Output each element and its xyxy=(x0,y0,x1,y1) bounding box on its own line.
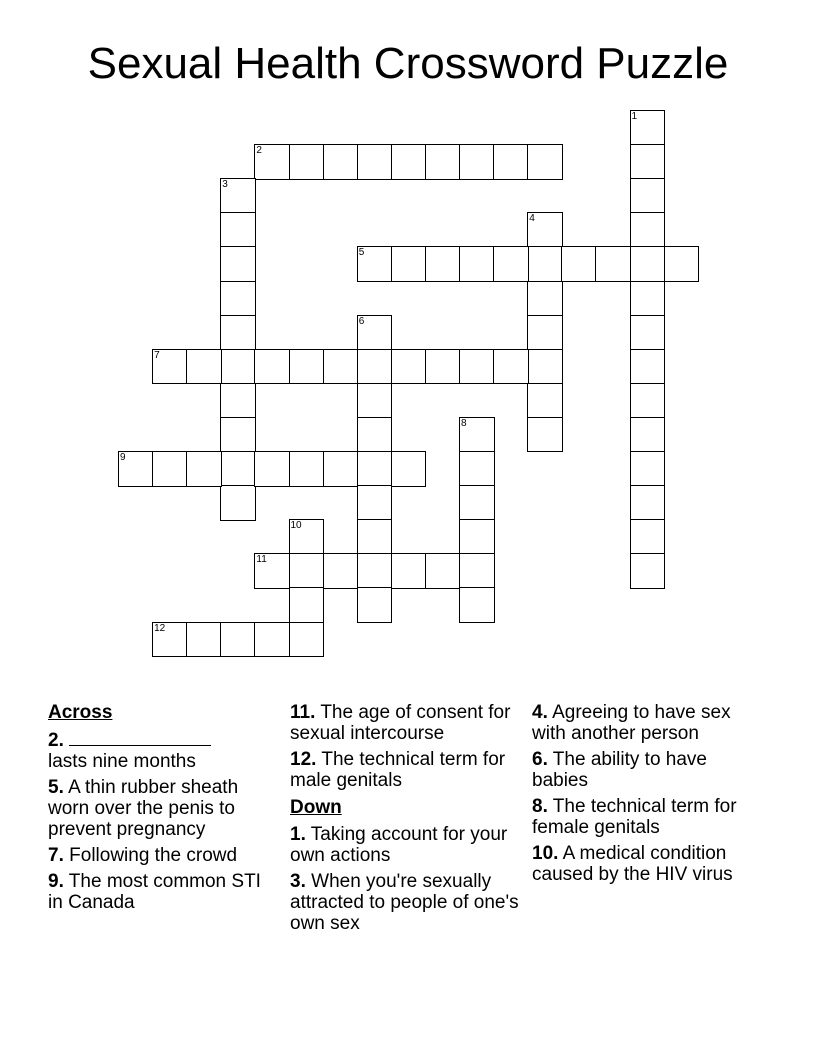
cell-number: 9 xyxy=(120,452,126,463)
clue-number: 6. xyxy=(532,749,548,770)
cell-number: 6 xyxy=(358,315,365,327)
grid-cell[interactable] xyxy=(664,246,700,282)
grid-cell[interactable] xyxy=(630,246,666,282)
grid-cell[interactable] xyxy=(630,178,666,214)
cell-number: 7 xyxy=(154,349,160,361)
answer-blank xyxy=(69,729,211,746)
grid-cell[interactable] xyxy=(391,349,427,385)
grid-cell[interactable] xyxy=(493,349,529,385)
clue-text: The technical term for female genitals xyxy=(532,796,737,838)
grid-cell[interactable] xyxy=(391,144,427,180)
grid-cell[interactable] xyxy=(357,383,393,419)
across-heading: Across xyxy=(48,702,113,723)
grid-cell[interactable] xyxy=(459,144,495,180)
grid-cell[interactable] xyxy=(152,349,188,385)
grid-cell[interactable] xyxy=(459,349,495,385)
grid-cell[interactable] xyxy=(289,553,325,589)
cell-number: 11 xyxy=(256,554,267,566)
grid-cell[interactable] xyxy=(357,519,393,555)
grid-cell[interactable] xyxy=(220,178,256,214)
grid-cell[interactable] xyxy=(357,587,393,623)
clue-text: A thin rubber sheath worn over the penis to prevent pregnancy xyxy=(48,777,239,840)
cell-number: 5 xyxy=(358,247,365,259)
grid-cell[interactable] xyxy=(595,246,631,282)
grid-cell[interactable] xyxy=(220,417,256,453)
clue-down-4 xyxy=(532,702,768,744)
clue-number: 3. xyxy=(290,871,306,892)
clue-number: 2. xyxy=(48,730,64,751)
clue-text: The ability to have babies xyxy=(532,749,707,791)
cell-number: 1 xyxy=(631,111,638,122)
clue-text: The age of consent for sexual intercourse xyxy=(290,702,511,744)
cell-number: 4 xyxy=(529,213,535,225)
clue-number: 12. xyxy=(290,749,317,770)
clues-column-2 xyxy=(290,702,522,939)
grid-cell[interactable] xyxy=(254,144,290,180)
grid-cell[interactable] xyxy=(630,519,666,555)
clue-text: When you're sexually attracted to people of one's own sex xyxy=(290,871,519,934)
grid-cell[interactable] xyxy=(220,622,256,658)
clue-number: 11. xyxy=(290,702,316,723)
grid-cell[interactable] xyxy=(630,281,666,317)
grid-cell[interactable] xyxy=(391,553,427,589)
grid-cell[interactable] xyxy=(220,315,256,351)
grid-cell[interactable] xyxy=(254,451,290,487)
grid-cell[interactable] xyxy=(527,349,563,385)
grid-cell[interactable] xyxy=(630,553,666,589)
clue-text: Following the crowd xyxy=(69,845,238,866)
grid-cell[interactable] xyxy=(323,451,359,487)
grid-cell[interactable] xyxy=(459,519,495,555)
clue-number: 5. xyxy=(48,777,64,798)
grid-cell[interactable] xyxy=(220,349,256,385)
clue-down-3 xyxy=(290,871,522,934)
cell-number: 3 xyxy=(222,179,228,191)
grid-cell[interactable] xyxy=(527,315,563,351)
grid-cell[interactable] xyxy=(493,144,529,180)
grid-cell[interactable] xyxy=(357,144,393,180)
grid-cell[interactable] xyxy=(186,349,222,385)
grid-cell[interactable] xyxy=(254,622,290,658)
page-title: Sexual Health Crossword Puzzle xyxy=(87,39,729,88)
grid-cell[interactable] xyxy=(220,383,256,419)
grid-cell[interactable] xyxy=(630,485,666,521)
grid-cell[interactable] xyxy=(527,246,563,282)
grid-cell[interactable] xyxy=(391,246,427,282)
grid-cell[interactable] xyxy=(630,144,666,180)
grid-cell[interactable] xyxy=(357,485,393,521)
grid-cell[interactable] xyxy=(220,451,256,487)
grid-cell[interactable] xyxy=(323,144,359,180)
cell-number: 8 xyxy=(461,417,467,429)
clue-across-2 xyxy=(48,729,268,772)
grid-cell[interactable] xyxy=(357,315,393,351)
clue-number: 7. xyxy=(48,845,64,866)
grid-cell[interactable] xyxy=(186,451,222,487)
grid-cell[interactable] xyxy=(357,349,393,385)
grid-cell[interactable] xyxy=(357,553,393,589)
clue-down-1 xyxy=(290,824,522,866)
grid-cell[interactable] xyxy=(630,349,666,385)
grid-cell[interactable] xyxy=(459,417,495,453)
grid-cell[interactable] xyxy=(391,451,427,487)
clue-text: Agreeing to have sex with another person xyxy=(532,702,731,744)
grid-cell[interactable] xyxy=(220,212,256,248)
grid-cell[interactable] xyxy=(459,553,495,589)
grid-cell[interactable] xyxy=(220,246,256,282)
grid-cell[interactable] xyxy=(186,622,222,658)
grid-cell[interactable] xyxy=(630,212,666,248)
grid-cell[interactable] xyxy=(254,349,290,385)
grid-cell[interactable] xyxy=(323,349,359,385)
clue-number: 10. xyxy=(532,843,559,864)
clue-number: 4. xyxy=(532,702,548,723)
grid-cell[interactable] xyxy=(357,451,393,487)
clue-number: 1. xyxy=(290,824,306,845)
grid-cell[interactable] xyxy=(425,144,461,180)
cell-number: 10 xyxy=(290,520,302,532)
grid-cell[interactable] xyxy=(289,519,325,555)
grid-cell[interactable] xyxy=(289,144,325,180)
grid-cell[interactable] xyxy=(425,246,461,282)
clue-down-10 xyxy=(532,843,768,885)
grid-cell[interactable] xyxy=(152,451,188,487)
clues-column-3 xyxy=(532,702,768,890)
clue-across-7 xyxy=(48,845,268,866)
clue-across-11 xyxy=(290,702,522,744)
clue-down-6 xyxy=(532,749,768,791)
grid-cell[interactable] xyxy=(527,212,563,248)
grid-cell[interactable] xyxy=(630,417,666,453)
grid-cell[interactable] xyxy=(527,144,563,180)
clues-column-1 xyxy=(48,702,268,918)
clue-text: The most common STI in Canada xyxy=(48,871,261,913)
grid-cell[interactable] xyxy=(459,485,495,521)
grid-cell[interactable] xyxy=(630,110,666,146)
grid-cell[interactable] xyxy=(289,349,325,385)
clue-across-5 xyxy=(48,777,268,840)
grid-cell[interactable] xyxy=(561,246,597,282)
clue-across-9 xyxy=(48,871,268,913)
grid-cell[interactable] xyxy=(459,587,495,623)
grid-cell[interactable] xyxy=(357,246,393,282)
clue-across-12 xyxy=(290,749,522,791)
grid-cell[interactable] xyxy=(527,281,563,317)
grid-cell[interactable] xyxy=(289,622,325,658)
grid-cell[interactable] xyxy=(630,451,666,487)
clue-text: The technical term for male genitals xyxy=(290,749,506,791)
cell-number: 2 xyxy=(256,145,262,157)
grid-cell[interactable] xyxy=(323,553,359,589)
down-heading: Down xyxy=(290,797,342,818)
grid-cell[interactable] xyxy=(630,315,666,351)
grid-cell[interactable] xyxy=(425,349,461,385)
cell-number: 12 xyxy=(154,622,166,634)
clue-number: 9. xyxy=(48,871,64,892)
grid-cell[interactable] xyxy=(493,246,529,282)
grid-cell[interactable] xyxy=(425,553,461,589)
grid-cell[interactable] xyxy=(152,622,188,658)
grid-cell[interactable] xyxy=(459,246,495,282)
grid-cell[interactable] xyxy=(357,417,393,453)
grid-cell[interactable] xyxy=(289,587,325,623)
grid-cell[interactable] xyxy=(630,383,666,419)
clue-text: A medical condition caused by the HIV virus xyxy=(532,843,733,885)
grid-cell[interactable] xyxy=(118,451,154,487)
grid-cell[interactable] xyxy=(527,417,563,453)
clue-number: 8. xyxy=(532,796,548,817)
clue-text: Taking account for your own actions xyxy=(290,824,508,866)
grid-cell[interactable] xyxy=(220,281,256,317)
clue-down-8 xyxy=(532,796,768,838)
grid-cell[interactable] xyxy=(254,553,290,589)
grid-cell[interactable] xyxy=(220,485,256,521)
grid-cell[interactable] xyxy=(289,451,325,487)
grid-cell[interactable] xyxy=(527,383,563,419)
grid-cell[interactable] xyxy=(459,451,495,487)
clue-text: lasts nine months xyxy=(48,751,196,772)
